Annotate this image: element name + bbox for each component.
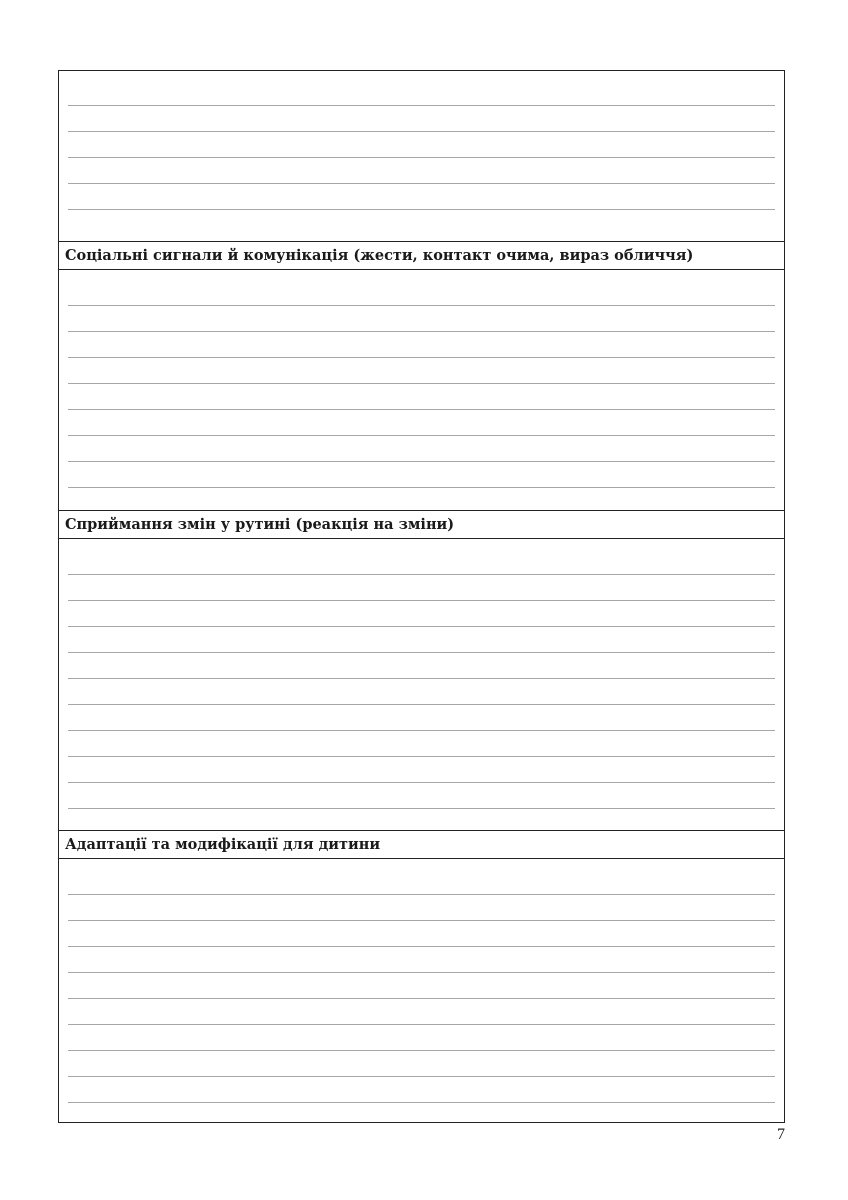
section-heading-adaptations: Адаптації та модифікації для дитини [59, 830, 784, 859]
writing-line [68, 1076, 775, 1077]
writing-line [68, 998, 775, 999]
observation-form [58, 70, 785, 1123]
writing-line [68, 305, 775, 306]
writing-line [68, 626, 775, 627]
writing-line [68, 461, 775, 462]
writing-line [68, 946, 775, 947]
writing-line [68, 1102, 775, 1103]
writing-line [68, 730, 775, 731]
writing-line [68, 574, 775, 575]
writing-line [68, 131, 775, 132]
section-heading-routine-changes: Сприймання змін у рутині (реакція на зміни) [59, 510, 784, 539]
writing-line [68, 383, 775, 384]
notes-area-continued[interactable] [59, 71, 784, 241]
writing-line [68, 331, 775, 332]
writing-line [68, 1024, 775, 1025]
writing-line [68, 782, 775, 783]
notes-area-social-signals[interactable] [59, 270, 784, 510]
writing-line [68, 808, 775, 809]
writing-line [68, 600, 775, 601]
writing-line [68, 409, 775, 410]
writing-line [68, 1050, 775, 1051]
notes-area-routine-changes[interactable] [59, 539, 784, 830]
writing-line [68, 920, 775, 921]
writing-line [68, 157, 775, 158]
notes-area-adaptations[interactable] [59, 859, 784, 1122]
writing-line [68, 756, 775, 757]
writing-line [68, 357, 775, 358]
writing-line [68, 972, 775, 973]
writing-line [68, 678, 775, 679]
writing-line [68, 704, 775, 705]
section-heading-social-signals: Соціальні сигнали й комунікація (жести, контакт очима, вираз обличчя) [59, 241, 784, 270]
page-number: 7 [777, 1126, 785, 1143]
writing-line [68, 894, 775, 895]
writing-line [68, 209, 775, 210]
writing-line [68, 435, 775, 436]
writing-line [68, 183, 775, 184]
writing-line [68, 487, 775, 488]
writing-line [68, 105, 775, 106]
writing-line [68, 652, 775, 653]
